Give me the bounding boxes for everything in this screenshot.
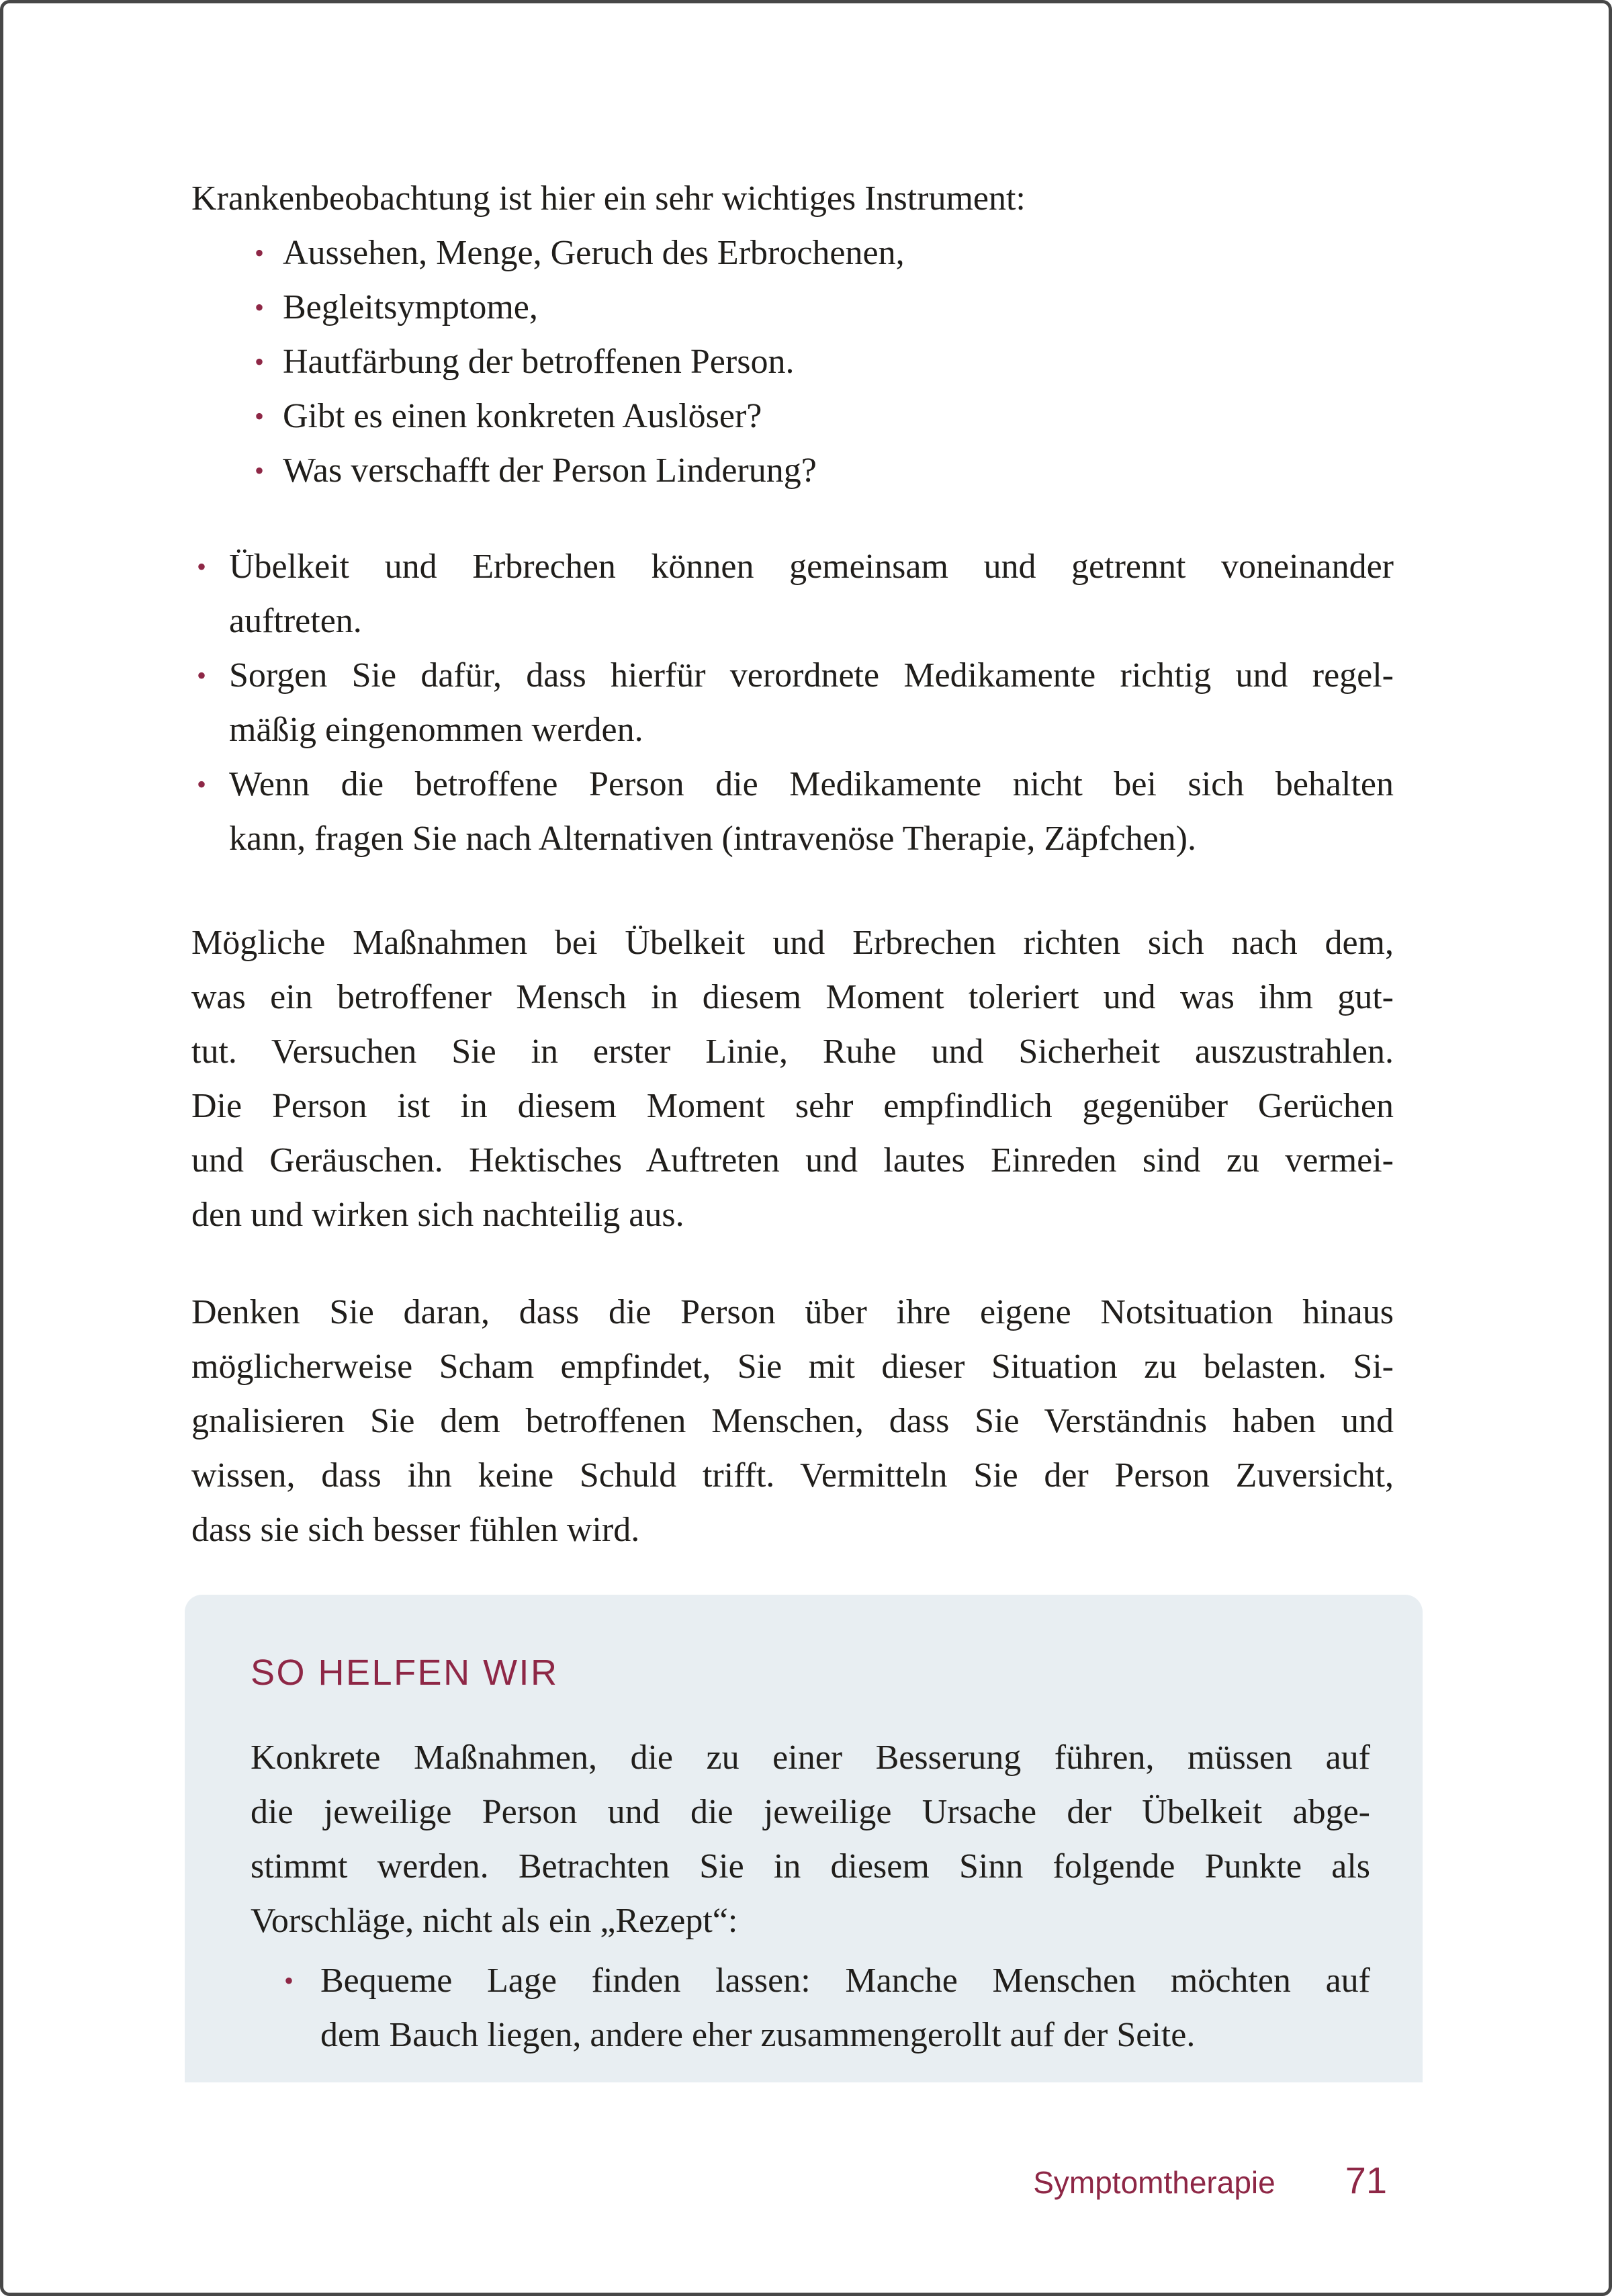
help-box [185, 1595, 1423, 2082]
paragraph-line: Die Person ist in diesem Moment sehr empfindlich gegenüber Gerüchen [191, 1087, 1394, 1125]
bullet-icon: • [255, 292, 265, 322]
paragraph-line: Mögliche Maßnahmen bei Übelkeit und Erbrechen richten sich nach dem, [191, 924, 1394, 962]
paragraph [191, 916, 1394, 1242]
list-item [191, 443, 1394, 498]
paragraph-lines [191, 1285, 1394, 1503]
page-number: 71 [1345, 2159, 1387, 2201]
page-content [191, 171, 1394, 2082]
paragraph-line: gnalisieren Sie dem betroffenen Menschen, dass Sie Verständnis haben und [191, 1402, 1394, 1440]
bullet-icon: • [197, 769, 207, 799]
paragraph-line: Denken Sie daran, dass die Person über ihre eigene Notsituation hinaus [191, 1293, 1394, 1331]
bullet-icon: • [255, 347, 265, 377]
list-item-line: auftreten. [229, 602, 362, 640]
paragraph [191, 1285, 1394, 1557]
advice-list [191, 539, 1394, 866]
list-item [191, 335, 1394, 389]
list-item [251, 1953, 1370, 2062]
paragraph-line: möglicherweise Scham empfindet, Sie mit dieser Situation zu belasten. Si- [191, 1348, 1394, 1386]
help-box-paragraph [251, 1730, 1370, 1948]
help-box-bullet-list [251, 1953, 1370, 2062]
paragraph-lines [191, 916, 1394, 1188]
list-item-text: Gibt es einen konkreten Auslöser? [283, 397, 762, 435]
list-item-line: dem Bauch liegen, andere eher zusammengerollt auf der Seite. [320, 2016, 1196, 2054]
list-item [191, 648, 1394, 757]
footer-section-label: Symptomtherapie [1033, 2165, 1275, 2200]
bullet-icon: • [197, 551, 207, 582]
bullet-icon: • [255, 401, 265, 431]
list-item-text: Hautfärbung der betroffenen Person. [283, 343, 795, 381]
list-item [191, 389, 1394, 443]
observation-list [191, 226, 1394, 498]
list-item-line: Wenn die betroffene Person die Medikamente nicht bei sich behalten [229, 765, 1394, 803]
list-item [191, 757, 1394, 866]
list-item-text: Begleitsymptome, [283, 288, 538, 326]
paragraph-last-line: den und wirken sich nachteilig aus. [191, 1196, 684, 1234]
bullet-icon: • [255, 455, 265, 486]
list-item [191, 280, 1394, 335]
list-item-text: Was verschafft der Person Linderung? [283, 451, 817, 490]
paragraph-line: stimmt werden. Betrachten Sie in diesem Sinn folgende Punkte als [251, 1847, 1370, 1886]
paragraph-line: tut. Versuchen Sie in erster Linie, Ruhe und Sicherheit auszustrahlen. [191, 1032, 1394, 1071]
list-item [191, 226, 1394, 280]
paragraph-line: Konkrete Maßnahmen, die zu einer Besserung führen, müssen auf [251, 1738, 1370, 1777]
paragraph-line: was ein betroffener Mensch in diesem Moment toleriert und was ihm gut- [191, 978, 1394, 1016]
list-item-line: Bequeme Lage finden lassen: Manche Menschen möchten auf [320, 1961, 1370, 2000]
list-item-line: Übelkeit und Erbrechen können gemeinsam und getrennt voneinander [229, 547, 1394, 586]
intro-line: Krankenbeobachtung ist hier ein sehr wichtiges Instrument: [191, 179, 1026, 218]
bullet-icon: • [255, 238, 265, 268]
list-item-line: Sorgen Sie dafür, dass hierfür verordnete Medikamente richtig und regel- [229, 656, 1394, 695]
list-item-line: mäßig eingenommen werden. [229, 711, 643, 749]
bullet-icon: • [284, 1966, 294, 1996]
help-box-heading: SO HELFEN WIR [251, 1652, 559, 1693]
page-footer [1033, 2158, 1387, 2202]
list-item [191, 539, 1394, 648]
paragraph-line: wissen, dass ihn keine Schuld trifft. Vermitteln Sie der Person Zuversicht, [191, 1456, 1394, 1495]
paragraph-lines [251, 1730, 1370, 1894]
paragraph-last-line: Vorschläge, nicht als ein „Rezept“: [251, 1902, 738, 1940]
paragraph-line: die jeweilige Person und die jeweilige Ursache der Übelkeit abge- [251, 1793, 1370, 1831]
paragraph-line: und Geräuschen. Hektisches Auftreten und lautes Einreden sind zu vermei- [191, 1141, 1394, 1180]
bullet-icon: • [197, 660, 207, 691]
list-item-text: Aussehen, Menge, Geruch des Erbrochenen, [283, 234, 905, 272]
list-item-line: kann, fragen Sie nach Alternativen (intravenöse Therapie, Zäpfchen). [229, 820, 1196, 858]
paragraph-last-line: dass sie sich besser fühlen wird. [191, 1511, 640, 1549]
